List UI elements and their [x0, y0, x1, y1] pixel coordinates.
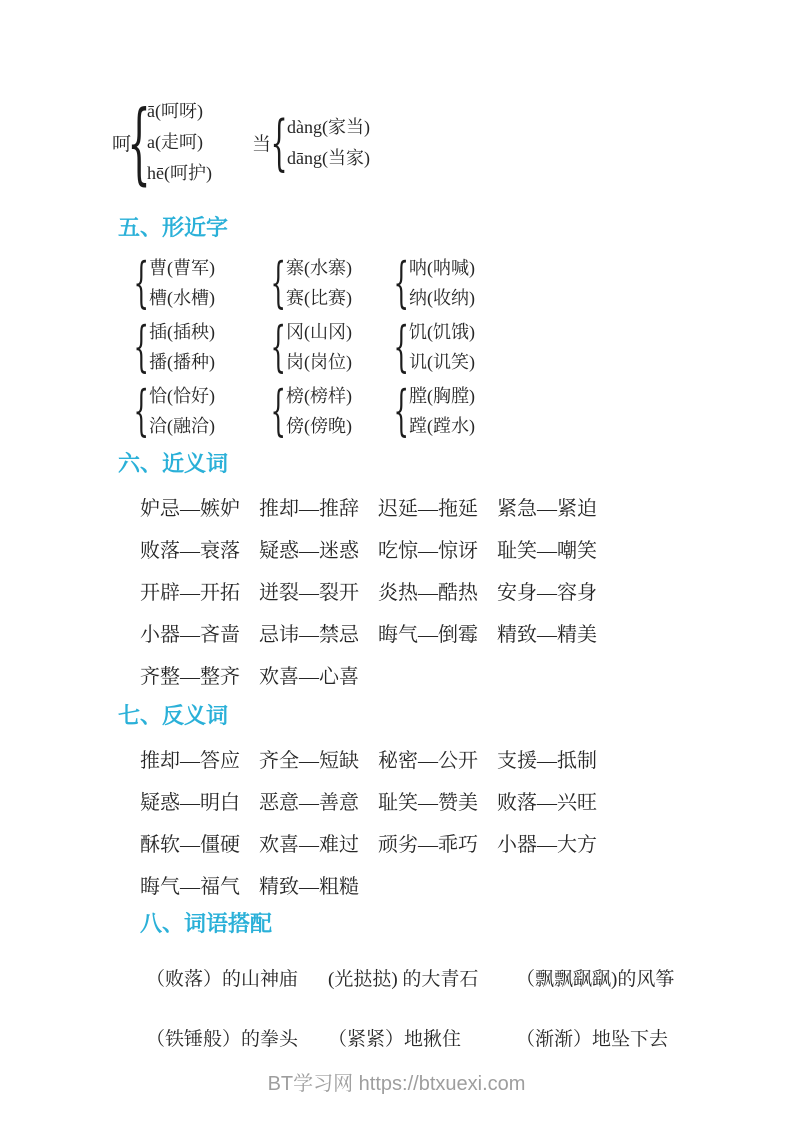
- char-pair-top: 冈(山冈): [286, 322, 352, 342]
- readings-list: [147, 96, 212, 189]
- pronunciation-group-he: [112, 96, 212, 189]
- readings-list: [287, 112, 370, 174]
- char-pair-cell: [393, 317, 793, 377]
- char-pair-top: 插(插秧): [149, 322, 215, 342]
- collocation-item: （渐渐）地坠下去: [516, 1028, 669, 1050]
- char-pair-top: 寨(水寨): [286, 258, 352, 278]
- char-pair-cell: [133, 317, 270, 377]
- char-pair-bottom: 讥(讥笑): [409, 352, 475, 372]
- antonym-row: [140, 821, 793, 863]
- word-pair: 耻笑—赞美: [378, 791, 478, 814]
- char-pair-bottom: 纳(收纳): [409, 288, 475, 308]
- pronunciation-group-dang: [252, 112, 370, 174]
- brace-icon: [270, 320, 286, 374]
- word-pair: 紧急—紧迫: [497, 497, 597, 520]
- char-pair-bottom: 岗(岗位): [286, 352, 352, 372]
- word-pair: 秘密—公开: [378, 749, 478, 772]
- char-pair-cell: [270, 253, 393, 313]
- brace-icon: [133, 256, 149, 310]
- word-pair: 小器—吝啬: [140, 623, 240, 646]
- section-heading-similar-chars: 五、形近字: [118, 215, 229, 240]
- word-pair: 吃惊—惊讶: [378, 539, 478, 562]
- brace-icon: [270, 256, 286, 310]
- antonym-row: [140, 737, 793, 779]
- collocation-item: （飘飘飖飖)的风筝: [516, 968, 675, 990]
- collocation-row: [146, 955, 793, 999]
- word-pair: 迟延—拖延: [378, 497, 478, 520]
- word-pair: 炎热—酷热: [378, 581, 478, 604]
- synonyms-list: [140, 485, 793, 695]
- reading-item: ā(呵呀): [147, 101, 203, 121]
- antonym-row: [140, 863, 793, 905]
- char-pair-cell: [393, 253, 793, 313]
- collocation-item: （铁锤般）的拳头: [146, 1028, 299, 1050]
- synonym-row: [140, 569, 793, 611]
- word-pair: 晦气—福气: [140, 875, 240, 898]
- reading-item: hē(呵护): [147, 163, 212, 183]
- brace-icon: [270, 384, 286, 438]
- antonym-row: [140, 779, 793, 821]
- char-pair-top: 恰(恰好): [149, 386, 215, 406]
- word-pair: 推却—推辞: [259, 497, 359, 520]
- word-pair: 晦气—倒霉: [378, 623, 478, 646]
- char-pair-bottom: 赛(比赛): [286, 288, 352, 308]
- word-pair: 欢喜—心喜: [259, 665, 359, 688]
- word-pair: 忌讳—禁忌: [259, 623, 359, 646]
- collocation-item: (光挞挞) 的大青石: [328, 968, 479, 990]
- char-pair-top: 呐(呐喊): [409, 258, 475, 278]
- word-pair: 恶意—善意: [259, 791, 359, 814]
- brace-icon: [133, 320, 149, 374]
- char-pair-cell: [270, 317, 393, 377]
- collocations-list: [146, 955, 793, 1059]
- word-pair: 败落—兴旺: [497, 791, 597, 814]
- word-pair: 顽劣—乖巧: [378, 833, 478, 856]
- char-pair-cell: [393, 381, 793, 441]
- char-pair-cell: [270, 381, 393, 441]
- word-pair: 欢喜—难过: [259, 833, 359, 856]
- word-pair: 小器—大方: [497, 833, 597, 856]
- word-pair: 支援—抵制: [497, 749, 597, 772]
- reading-item: a(走呵): [147, 132, 203, 152]
- word-pair: 败落—衰落: [140, 539, 240, 562]
- word-pair: 齐整—整齐: [140, 665, 240, 688]
- char-pair-bottom: 傍(傍晚): [286, 416, 352, 436]
- word-pair: 齐全—短缺: [259, 749, 359, 772]
- similar-chars-grid: [133, 253, 793, 441]
- brace-icon: [131, 99, 147, 187]
- synonym-row: [140, 485, 793, 527]
- brace-icon: [393, 256, 409, 310]
- section-heading-synonyms: 六、近义词: [118, 451, 229, 476]
- reading-item: dāng(当家): [287, 147, 370, 168]
- word-pair: 精致—精美: [497, 623, 597, 646]
- base-character: 呵: [112, 134, 132, 155]
- word-pair: 开辟—开拓: [140, 581, 240, 604]
- char-pair-top: 曹(曹军): [149, 258, 215, 278]
- word-pair: 迸裂—裂开: [259, 581, 359, 604]
- word-pair: 安身—容身: [497, 581, 597, 604]
- char-pair-top: 榜(榜样): [286, 386, 352, 406]
- word-pair: 精致—粗糙: [259, 875, 359, 898]
- brace-icon: [393, 384, 409, 438]
- word-pair: 酥软—僵硬: [140, 833, 240, 856]
- section-heading-collocations: 八、词语搭配: [140, 911, 273, 936]
- word-pair: 推却—答应: [140, 749, 240, 772]
- section-heading-antonyms: 七、反义词: [118, 703, 229, 728]
- synonym-row: [140, 611, 793, 653]
- char-pair-cell: [133, 381, 270, 441]
- brace-icon: [393, 320, 409, 374]
- word-pair: 疑惑—明白: [140, 791, 240, 814]
- char-pair-bottom: 槽(水槽): [149, 288, 215, 308]
- word-pair: 疑惑—迷惑: [259, 539, 359, 562]
- synonym-row: [140, 527, 793, 569]
- synonym-row: [140, 653, 793, 695]
- word-pair: 耻笑—嘲笑: [497, 539, 597, 562]
- word-pair: 妒忌—嫉妒: [140, 497, 240, 520]
- char-pair-top: 膛(胸膛): [409, 386, 475, 406]
- char-pair-cell: [133, 253, 270, 313]
- brace-icon: [133, 384, 149, 438]
- char-pair-bottom: 洽(融洽): [149, 416, 215, 436]
- site-watermark: BT学习网 https://btxuexi.com: [267, 1073, 526, 1095]
- reading-item: dàng(家当): [287, 116, 370, 137]
- char-pair-bottom: 播(播种): [149, 352, 215, 372]
- char-pair-top: 饥(饥饿): [409, 322, 475, 342]
- collocation-item: （败落）的山神庙: [146, 968, 299, 990]
- char-pair-bottom: 蹚(蹚水): [409, 416, 475, 436]
- base-character: 当: [252, 134, 272, 155]
- multi-pronunciation-section: [112, 0, 793, 189]
- collocation-item: （紧紧）地揪住: [328, 1028, 462, 1050]
- collocation-row: [146, 1015, 793, 1059]
- brace-icon: [271, 113, 287, 173]
- antonyms-list: [140, 737, 793, 905]
